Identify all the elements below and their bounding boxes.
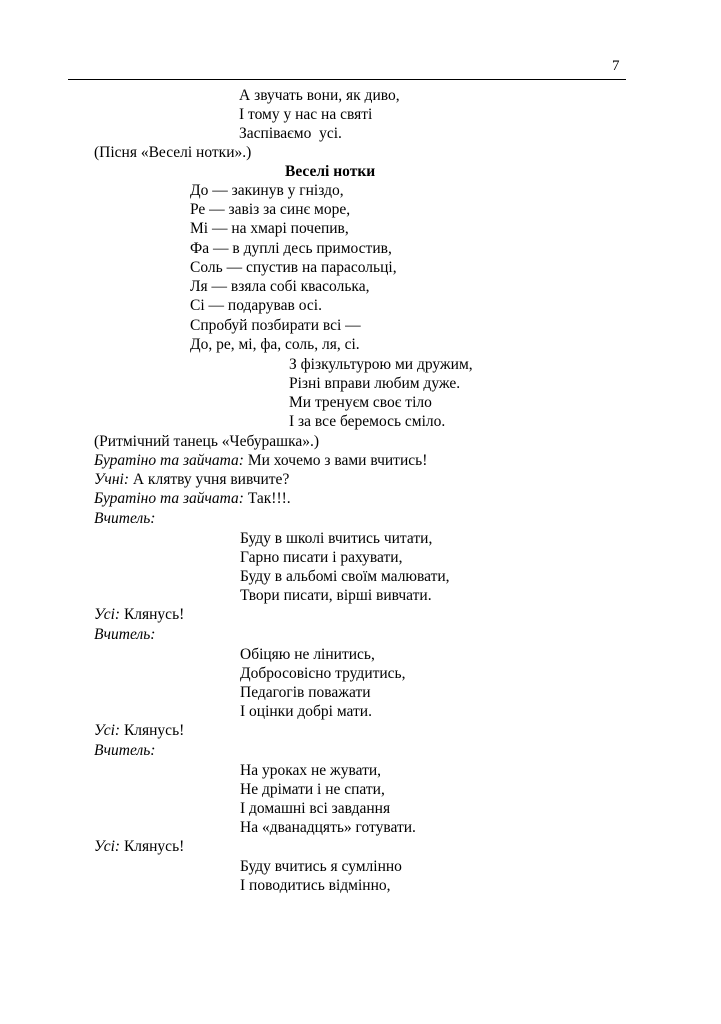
verse-line: Ми тренуєм своє тіло xyxy=(289,394,432,411)
oath-line: Буду вчитись я сумлінно xyxy=(240,858,402,875)
speaker-name: Усі: xyxy=(94,606,121,623)
song-title: Веселі нотки xyxy=(285,163,376,180)
song-line: Сі — подарував осі. xyxy=(190,297,322,314)
page-number: 7 xyxy=(612,58,620,74)
speech-text: Клянусь! xyxy=(120,606,185,623)
oath-line: І домашні всі завдання xyxy=(240,800,391,817)
oath-line: Добросовісно трудитись, xyxy=(240,665,406,682)
song-line: Фа — в дуплі десь примостив, xyxy=(190,240,392,257)
song-line: Спробуй позбирати всі — xyxy=(190,317,361,334)
speech-text: Ми хочемо з вами вчитись! xyxy=(243,452,428,469)
oath-line: Буду в школі вчитись читати, xyxy=(240,530,433,547)
verse-line: І тому у нас на святі xyxy=(239,106,373,123)
oath-line: На «дванадцять» готувати. xyxy=(240,819,416,836)
song-line: Соль — спустив на парасольці, xyxy=(190,259,397,276)
speaker-name: Вчитель: xyxy=(94,626,156,643)
verse-line: І за все беремось сміло. xyxy=(289,413,446,430)
dialogue-line xyxy=(94,471,289,489)
oath-line: І поводитись відмінно, xyxy=(240,877,391,894)
speaker-name: Буратіно та зайчата: xyxy=(94,490,244,507)
dialogue-line xyxy=(94,722,184,740)
dialogue-line xyxy=(94,452,427,470)
song-line: До — закинув у гніздо, xyxy=(190,182,344,199)
dialogue-line xyxy=(94,606,184,624)
dialogue-line xyxy=(94,626,155,644)
oath-line: Педагогів поважати xyxy=(240,684,371,701)
oath-line: Не дрімати і не спати, xyxy=(240,781,385,798)
song-line: До, ре, мі, фа, соль, ля, сі. xyxy=(190,336,360,353)
oath-line: Буду в альбомі своїм малювати, xyxy=(240,568,450,585)
oath-line: І оцінки добрі мати. xyxy=(240,703,372,720)
verse-line: Заспіваємо усі. xyxy=(239,125,342,142)
oath-line: Гарно писати і рахувати, xyxy=(240,549,403,566)
oath-line: Обіцяю не лінитись, xyxy=(240,646,375,663)
speaker-name: Вчитель: xyxy=(94,510,156,527)
stage-direction: (Ритмічний танець «Чебурашка».) xyxy=(94,433,320,450)
speech-text: Клянусь! xyxy=(120,722,185,739)
speaker-name: Учні: xyxy=(94,471,129,488)
oath-line: На уроках не жувати, xyxy=(240,762,382,779)
dialogue-line xyxy=(94,490,291,508)
oath-line: Твори писати, вірші вивчати. xyxy=(240,587,432,604)
song-line: Мі — на хмарі почепив, xyxy=(190,220,349,237)
speech-text: Клянусь! xyxy=(120,838,185,855)
song-line: Ля — взяла собі квасолька, xyxy=(190,278,370,295)
speech-text: А клятву учня вивчите? xyxy=(128,471,290,488)
speaker-name: Буратіно та зайчата: xyxy=(94,452,244,469)
stage-direction: (Пісня «Веселі нотки».) xyxy=(94,144,252,161)
dialogue-line xyxy=(94,742,155,760)
verse-line: З фізкультурою ми дружим, xyxy=(289,356,473,373)
speaker-name: Усі: xyxy=(94,722,121,739)
top-rule xyxy=(68,79,626,80)
dialogue-line xyxy=(94,838,184,856)
speech-text: Так!!!. xyxy=(243,490,291,507)
verse-line: А звучать вони, як диво, xyxy=(239,87,400,104)
verse-line: Різні вправи любим дуже. xyxy=(289,375,461,392)
dialogue-line xyxy=(94,510,155,528)
speaker-name: Усі: xyxy=(94,838,121,855)
song-line: Ре — завіз за синє море, xyxy=(190,201,351,218)
speaker-name: Вчитель: xyxy=(94,742,156,759)
